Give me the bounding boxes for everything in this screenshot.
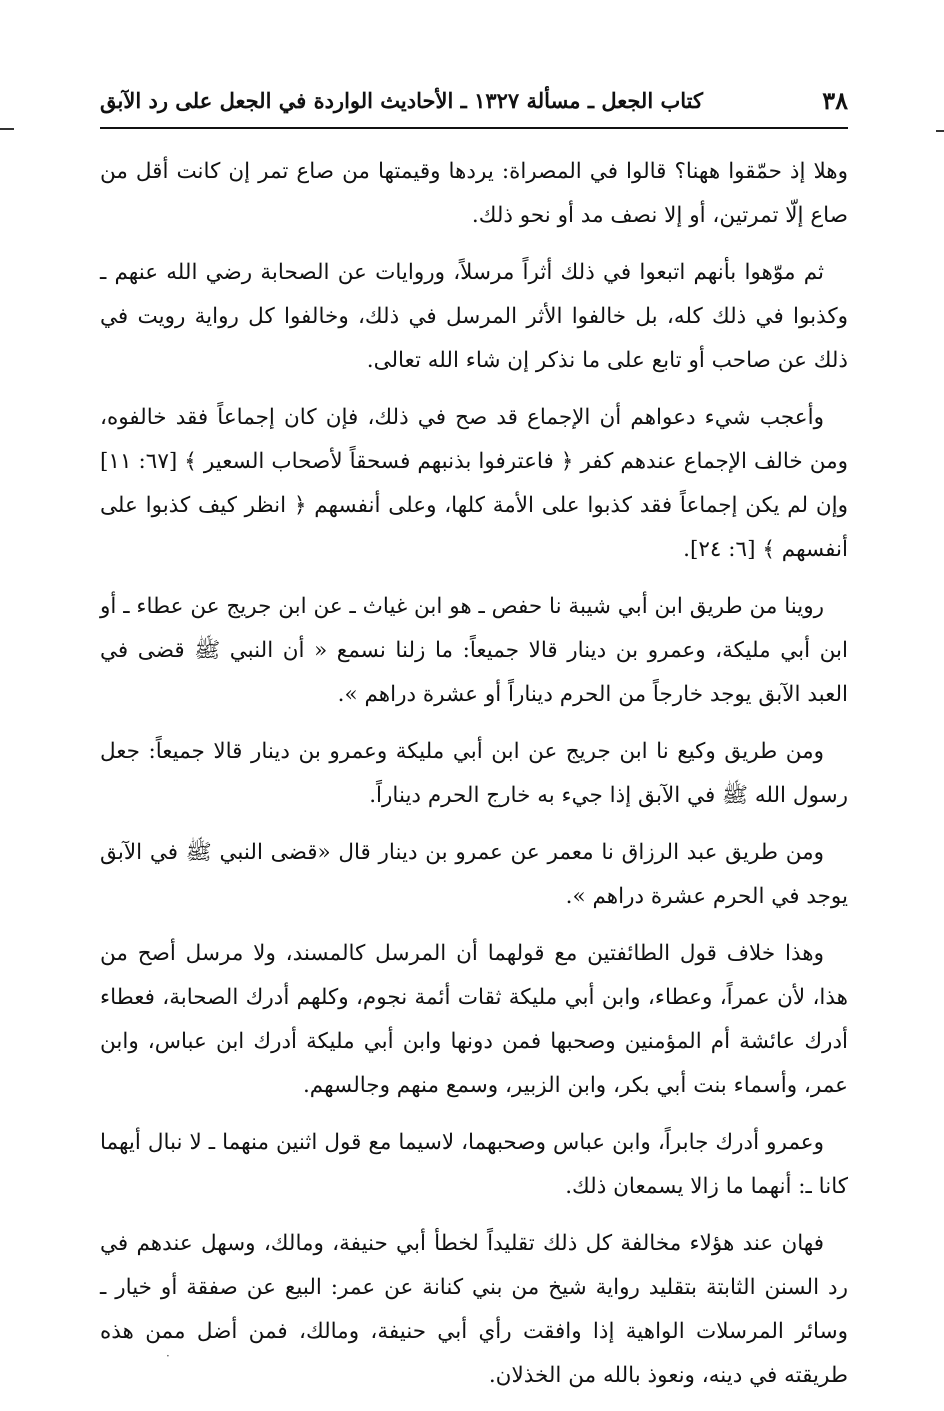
body-text xyxy=(100,150,848,1411)
paragraph: وعمرو أدرك جابراً، وابن عباس وصحبهما، لاسيما مع قول اثنين منهما ـ لا نبال أيهما كانا ـ: أنهما ما زالا يسمعان ذلك. xyxy=(100,1130,848,1199)
paragraph: فهان عند هؤلاء مخالفة كل ذلك تقليداً لخطأ أبي حنيفة، ومالك، وسهل عندهم في رد السنن الثابتة بتقليد رواية شيخ من بني كنانة عن عمر: البيع عن صفقة أو خيار ـ وسائر المرسلات الواهية إذا وافقت رأي أبي حنيفة، ومالك، فمن أضل ممن هذه طريقته في دينه، ونعوذ بالله من الخذلان. xyxy=(100,1231,848,1388)
paragraph: وهلا إذ حمّقوا ههنا؟ قالوا في المصراة: يردها وقيمتها من صاع تمر إن كانت أقل من صاع إلّا تمرتين، أو إلا نصف مد أو نحو ذلك. xyxy=(100,159,848,228)
paragraph: ثم موّهوا بأنهم اتبعوا في ذلك أثراً مرسلاً، وروايات عن الصحابة رضي الله عنهم ـ وكذبوا في ذلك كله، بل خالفوا الأثر المرسل في ذلك، وخالفوا كل رواية رويت في ذلك عن صاحب أو تابع على ما نذكر إن شاء الله تعالى. xyxy=(100,260,848,373)
paragraph: ومن طريق عبد الرزاق نا معمر عن عمرو بن دينار قال «قضى النبي ﷺ في الآبق يوجد في الحرم عشرة دراهم ». xyxy=(100,840,848,909)
paragraph: وأعجب شيء دعواهم أن الإجماع قد صح في ذلك، فإن كان إجماعاً فقد خالفوه، ومن خالف الإجماع عندهم كفر ﴿ فاعترفوا بذنبهم فسحقاً لأصحاب السعير ﴾ [٦٧: ١١] وإن لم يكن إجماعاً فقد كذبوا على الأمة كلها، وعلى أنفسهم ﴿ انظر كيف كذبوا على أنفسهم ﴾ [٦: ٢٤]. xyxy=(100,405,848,562)
scan-speck: · xyxy=(166,1349,170,1363)
paragraph: ومن طريق وكيع نا ابن جريج عن ابن أبي مليكة وعمرو بن دينار قالا جميعاً: جعل رسول الله ﷺ في الآبق إذا جيء به خارج الحرم ديناراً. xyxy=(100,739,848,808)
paragraph: وهذا خلاف قول الطائفتين مع قولهما أن المرسل كالمسند، ولا مرسل أصح من هذا، لأن عمراً، وعطاء، وابن أبي مليكة ثقات أئمة نجوم، وكلهم أدرك الصحابة، فعطاء أدرك عائشة أم المؤمنين وصحبها فمن دونها وابن أبي مليكة أدرك ابن عباس، وابن عمر، وأسماء بنت أبي بكر، وابن الزبير، وسمع منهم وجالسهم. xyxy=(100,941,848,1098)
running-title: كتاب الجعل ـ مسألة ١٣٢٧ ـ الأحاديث الواردة في الجعل على رد الآبق xyxy=(100,87,703,113)
page-number: ٣٨ xyxy=(822,85,848,115)
page-header xyxy=(100,80,848,120)
header-divider xyxy=(100,127,848,129)
margin-mark xyxy=(0,128,14,130)
paragraph: روينا من طريق ابن أبي شيبة نا حفص ـ هو ابن غياث ـ عن ابن جريج عن عطاء ـ أو ابن أبي مليكة، وعمرو بن دينار قالا جميعاً: ما زلنا نسمع « أن النبي ﷺ قضى في العبد الآبق يوجد خارجاً من الحرم ديناراً أو عشرة دراهم ». xyxy=(100,594,848,707)
margin-mark xyxy=(936,130,944,132)
